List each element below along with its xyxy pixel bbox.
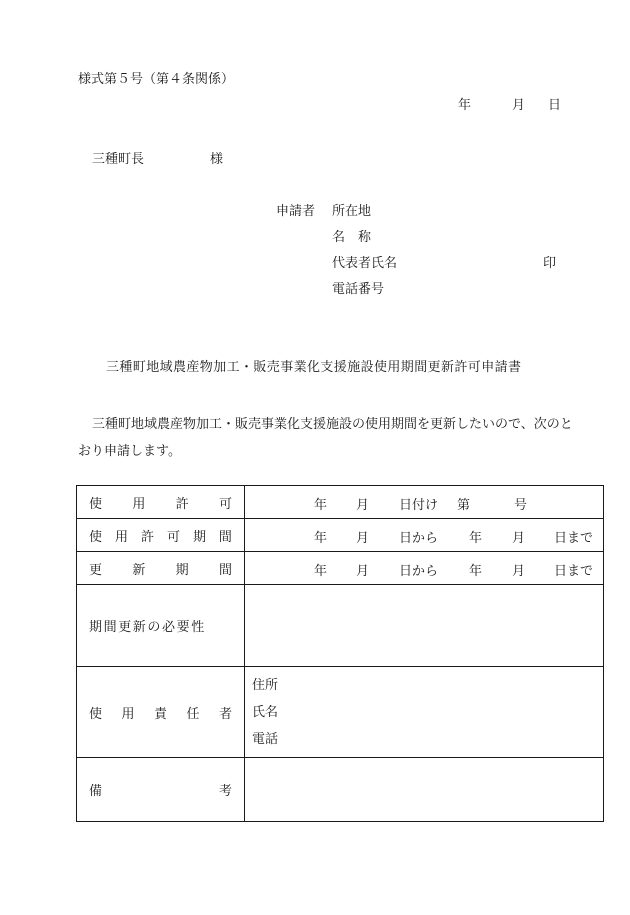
- applicant-phone-label: 電話番号: [332, 282, 385, 297]
- permit-dated: 日付け: [399, 498, 439, 513]
- remarks-value-cell[interactable]: [245, 758, 604, 822]
- necessity-label: 期間更新の必要性: [77, 585, 245, 667]
- renewal-period-month-from: 月: [356, 564, 370, 579]
- date-day-label: 日: [548, 98, 562, 113]
- application-table: [76, 485, 604, 822]
- responsible-value-cell[interactable]: [245, 667, 604, 758]
- permit-period-year-to: 年: [469, 531, 483, 546]
- body-text: [78, 411, 578, 465]
- applicant-heading: 申請者: [276, 204, 316, 219]
- renewal-period-label: [77, 552, 245, 585]
- permit-period-label-char: 用: [114, 529, 128, 545]
- renewal-period-year-from: 年: [314, 564, 328, 579]
- applicant-name-label: 名 称: [332, 230, 372, 245]
- renewal-period-label-char: 期: [175, 562, 189, 578]
- remarks-label-char: 考: [218, 784, 232, 799]
- renewal-period-year-to: 年: [469, 564, 483, 579]
- responsible-label-char: 任: [186, 706, 200, 722]
- responsible-label: [77, 667, 245, 758]
- form-number: 様式第５号（第４条関係）: [78, 72, 235, 87]
- permit-period-year-from: 年: [314, 531, 328, 546]
- permit-year: 年: [314, 498, 328, 513]
- permit-label: [77, 486, 245, 519]
- remarks-label-char: 備: [89, 784, 103, 799]
- seal-mark: 印: [543, 256, 557, 271]
- permit-period-label-char: 使: [89, 529, 103, 545]
- renewal-period-label-char: 更: [89, 562, 103, 578]
- permit-label-char: 使: [89, 496, 103, 512]
- applicant-location-label: 所在地: [332, 204, 372, 219]
- renewal-period-month-to: 月: [512, 564, 526, 579]
- renewal-period-until: 日まで: [554, 564, 594, 579]
- permit-period-label: [77, 519, 245, 552]
- permit-value-cell[interactable]: [245, 486, 604, 519]
- table-row-remarks: [77, 758, 604, 822]
- responsible-name-label: 氏名: [252, 704, 279, 720]
- applicant-representative-label: 代表者氏名: [332, 256, 398, 271]
- permit-period-month-from: 月: [356, 531, 370, 546]
- table-row-permit: [77, 486, 604, 519]
- responsible-label-char: 責: [153, 706, 167, 722]
- remarks-label: [77, 758, 245, 822]
- table-row-permit-period: [77, 519, 604, 552]
- permit-go: 号: [514, 498, 528, 513]
- renewal-period-label-char: 新: [132, 562, 146, 578]
- permit-label-char: 可: [218, 496, 232, 512]
- permit-period-label-char: 期: [192, 529, 206, 545]
- addressee-honorific: 様: [210, 152, 224, 167]
- table-row-renewal-period: [77, 552, 604, 585]
- permit-period-from: 日から: [399, 531, 439, 546]
- body-sentence: 三種町地域農産物加工・販売事業化支援施設の使用期間を更新したいので、次のとおり申請します。: [78, 417, 573, 459]
- permit-label-char: 許: [175, 496, 189, 512]
- permit-period-label-char: 許: [140, 529, 154, 545]
- permit-label-char: 用: [132, 496, 146, 512]
- addressee-name: 三種町長: [92, 152, 145, 167]
- permit-period-month-to: 月: [512, 531, 526, 546]
- document-title: 三種町地域農産物加工・販売事業化支援施設使用期間更新許可申請書: [106, 360, 522, 375]
- responsible-phone-label: 電話: [252, 731, 279, 747]
- responsible-label-char: 用: [121, 706, 135, 722]
- date-year-label: 年: [458, 98, 472, 113]
- addressee: [92, 152, 223, 168]
- table-row-necessity: [77, 585, 604, 667]
- renewal-period-from: 日から: [399, 564, 439, 579]
- permit-period-label-char: 間: [218, 529, 232, 545]
- responsible-label-char: 使: [89, 706, 103, 722]
- date-month-label: 月: [512, 98, 526, 113]
- necessity-value-cell[interactable]: [245, 585, 604, 667]
- permit-period-until: 日まで: [554, 531, 594, 546]
- renewal-period-value-cell[interactable]: [245, 552, 604, 585]
- date-line: [458, 98, 561, 114]
- responsible-address-label: 住所: [252, 677, 279, 693]
- renewal-period-label-char: 間: [218, 562, 232, 578]
- permit-no: 第: [457, 498, 471, 513]
- responsible-label-char: 者: [218, 706, 232, 722]
- table-row-responsible: [77, 667, 604, 758]
- permit-period-label-char: 可: [166, 529, 180, 545]
- permit-period-value-cell[interactable]: [245, 519, 604, 552]
- permit-month: 月: [356, 498, 370, 513]
